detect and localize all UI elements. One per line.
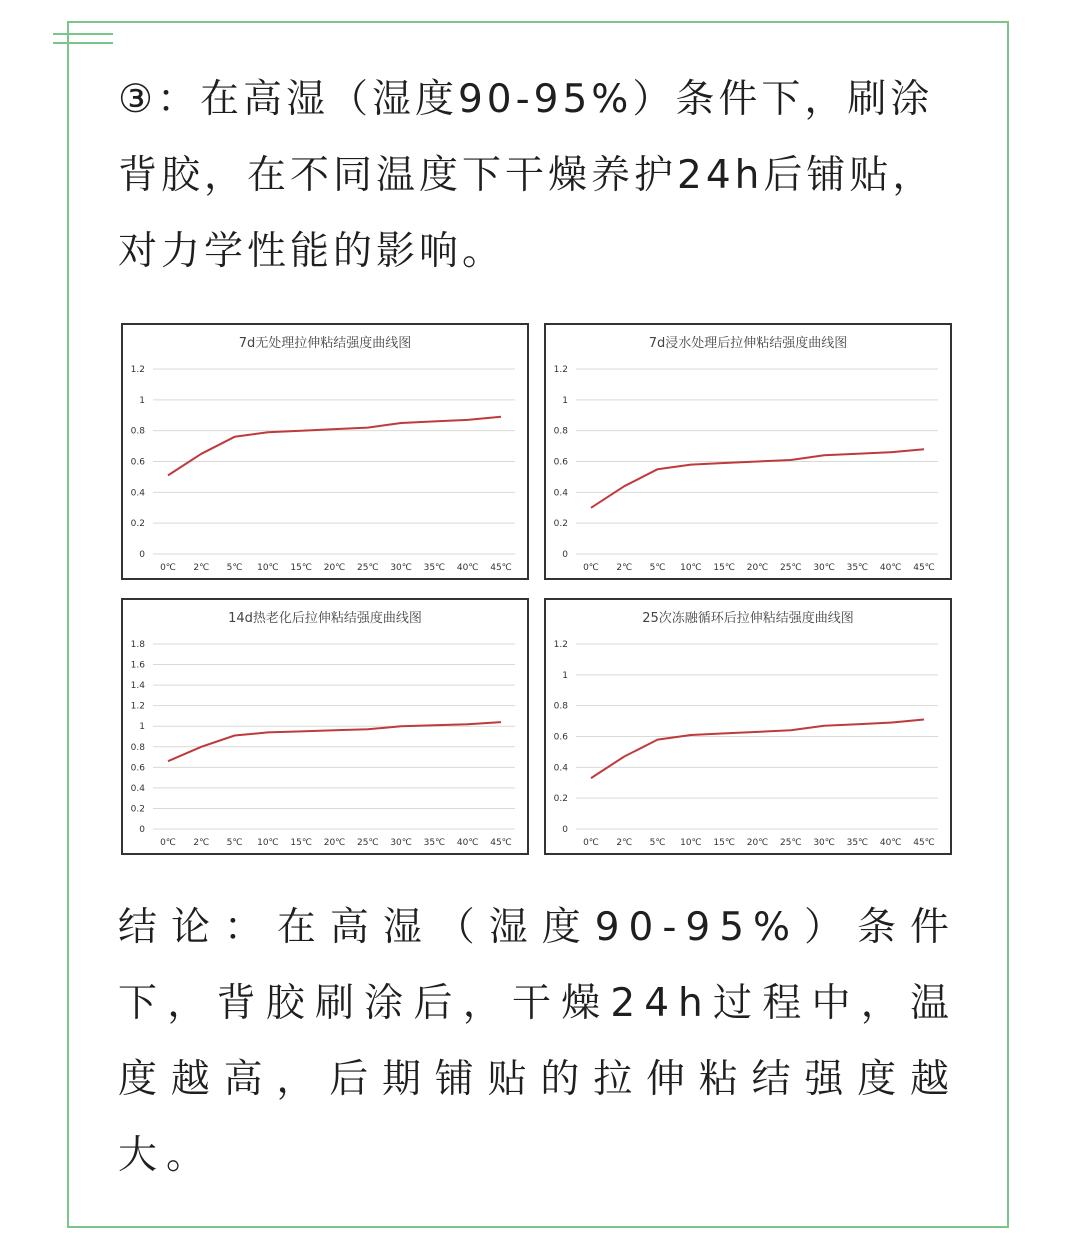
chart-svg	[123, 325, 527, 578]
x-tick-label: 0℃	[583, 838, 599, 848]
x-tick-label: 30℃	[813, 563, 835, 573]
y-tick-label: 0	[139, 550, 145, 560]
conclusion-paragraph: 结论：在高湿（湿度90-95%）条件下，背胶刷涂后，干燥24h过程中，温度越高，后期铺贴的拉伸粘结强度越大。	[118, 905, 958, 1178]
y-tick-label: 1.8	[130, 640, 145, 650]
y-tick-label: 0.8	[130, 426, 145, 437]
y-tick-label: 0.6	[130, 763, 145, 774]
x-tick-label: 35℃	[423, 838, 446, 848]
chart-title: 7d浸水处理后拉伸粘结强度曲线图	[648, 336, 848, 351]
chart-svg	[546, 600, 950, 853]
y-tick-label: 0.4	[553, 763, 568, 774]
y-tick-label: 1	[562, 395, 568, 406]
x-tick-label: 0℃	[583, 563, 599, 573]
series-line	[591, 720, 924, 779]
x-tick-label: 40℃	[879, 838, 902, 848]
y-tick-label: 1	[139, 722, 145, 733]
x-tick-label: 25℃	[357, 838, 379, 848]
chart-title: 7d无处理拉伸粘结强度曲线图	[238, 336, 412, 351]
x-tick-label: 2℃	[616, 838, 633, 848]
x-tick-label: 35℃	[846, 563, 869, 573]
y-tick-label: 0.2	[553, 794, 568, 805]
x-tick-label: 25℃	[780, 563, 802, 573]
y-tick-label: 0.4	[130, 488, 145, 499]
y-tick-label: 0	[562, 550, 568, 560]
y-tick-label: 1	[139, 395, 145, 406]
y-tick-label: 0.6	[130, 457, 145, 468]
chart-7d-untreated	[121, 323, 529, 580]
y-tick-label: 1.2	[553, 365, 568, 375]
x-tick-label: 30℃	[390, 563, 412, 573]
y-tick-label: 1.6	[130, 660, 145, 671]
x-tick-label: 2℃	[193, 563, 210, 573]
y-tick-label: 0	[562, 825, 568, 835]
chart-title: 14d热老化后拉伸粘结强度曲线图	[228, 611, 422, 626]
x-tick-label: 40℃	[456, 838, 479, 848]
decor-line	[53, 42, 113, 44]
y-tick-label: 0.8	[130, 742, 145, 753]
x-tick-label: 2℃	[616, 563, 633, 573]
chart-7d-water	[544, 323, 952, 580]
x-tick-label: 10℃	[680, 563, 702, 573]
series-line	[591, 449, 924, 508]
x-tick-label: 45℃	[490, 838, 512, 848]
x-tick-label: 20℃	[746, 563, 769, 573]
x-tick-label: 15℃	[290, 563, 312, 573]
y-tick-label: 0.8	[553, 426, 568, 437]
x-tick-label: 10℃	[257, 563, 279, 573]
x-tick-label: 20℃	[746, 838, 769, 848]
y-tick-label: 1.4	[130, 681, 145, 692]
x-tick-label: 25℃	[780, 838, 802, 848]
y-tick-label: 1.2	[130, 365, 145, 375]
x-tick-label: 35℃	[423, 563, 446, 573]
x-tick-label: 20℃	[323, 563, 346, 573]
x-tick-label: 15℃	[713, 563, 735, 573]
x-tick-label: 45℃	[913, 563, 935, 573]
y-tick-label: 1.2	[130, 701, 145, 712]
y-tick-label: 0.2	[130, 804, 145, 815]
x-tick-label: 5℃	[226, 838, 243, 848]
y-tick-label: 1	[562, 670, 568, 681]
x-tick-label: 5℃	[226, 563, 243, 573]
y-tick-label: 0.6	[553, 732, 568, 743]
y-tick-label: 0.6	[553, 457, 568, 468]
y-tick-label: 1.2	[553, 640, 568, 650]
x-tick-label: 30℃	[390, 838, 412, 848]
x-tick-label: 35℃	[846, 838, 869, 848]
y-tick-label: 0.2	[553, 519, 568, 530]
x-tick-label: 0℃	[160, 838, 176, 848]
x-tick-label: 0℃	[160, 563, 176, 573]
x-tick-label: 5℃	[649, 563, 666, 573]
y-tick-label: 0	[139, 825, 145, 835]
x-tick-label: 2℃	[193, 838, 210, 848]
x-tick-label: 40℃	[456, 563, 479, 573]
chart-svg	[546, 325, 950, 578]
decor-line	[53, 33, 113, 35]
x-tick-label: 30℃	[813, 838, 835, 848]
y-tick-label: 0.8	[553, 701, 568, 712]
x-tick-label: 15℃	[713, 838, 735, 848]
x-tick-label: 25℃	[357, 563, 379, 573]
x-tick-label: 15℃	[290, 838, 312, 848]
x-tick-label: 45℃	[490, 563, 512, 573]
series-line	[168, 417, 501, 476]
x-tick-label: 45℃	[913, 838, 935, 848]
x-tick-label: 20℃	[323, 838, 346, 848]
chart-svg	[123, 600, 527, 853]
chart-14d-heat	[121, 598, 529, 855]
x-tick-label: 40℃	[879, 563, 902, 573]
y-tick-label: 0.2	[130, 519, 145, 530]
y-tick-label: 0.4	[130, 783, 145, 794]
y-tick-label: 0.4	[553, 488, 568, 499]
series-line	[168, 722, 501, 761]
x-tick-label: 5℃	[649, 838, 666, 848]
chart-25-freeze-thaw	[544, 598, 952, 855]
chart-title: 25次冻融循环后拉伸粘结强度曲线图	[642, 611, 854, 626]
x-tick-label: 10℃	[257, 838, 279, 848]
intro-paragraph: ③：在高湿（湿度90-95%）条件下，刷涂背胶，在不同温度下干燥养护24h后铺贴，对力学性能的影响。	[118, 77, 936, 274]
x-tick-label: 10℃	[680, 838, 702, 848]
